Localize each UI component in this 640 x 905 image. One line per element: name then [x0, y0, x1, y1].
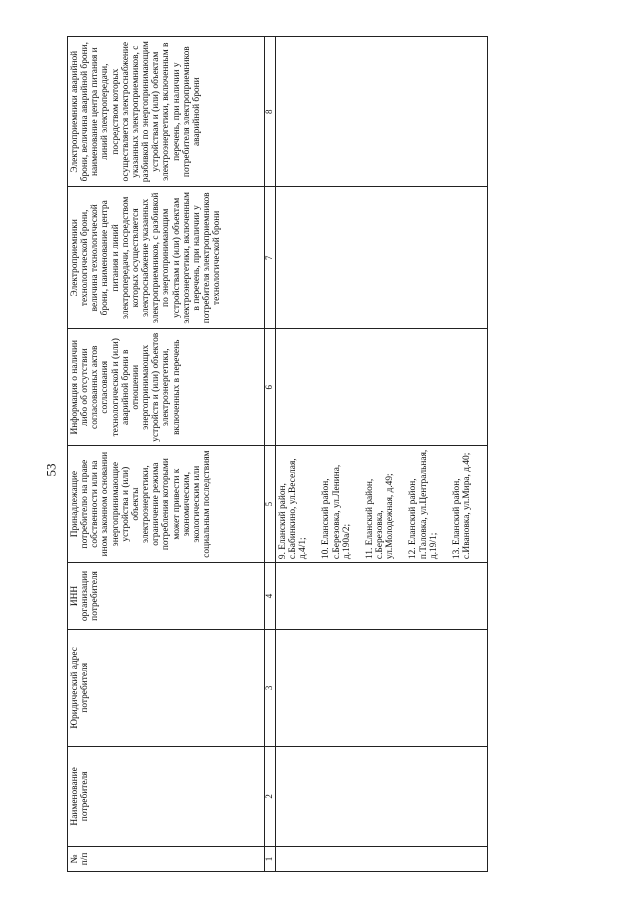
col-number-3: 3 — [265, 629, 276, 746]
header-col-4: ИНН организации потребителя — [68, 563, 265, 630]
body-cell-6 — [276, 329, 488, 446]
address-item: 13. Еланский район, с.Ивановка, ул.Мира, д.40; — [451, 452, 473, 560]
col-number-2: 2 — [265, 746, 276, 846]
col-number-7: 7 — [265, 187, 276, 329]
header-col-8: Электроприемники аварийной брони, величина аварийной брони, наименование центра питания и линий электропередачи, посредством которых осуществляется электроснабжение указанных электроприемников, с разбивкой по энергопринимающим устройствам и (или) объектам электроэнергетики, включенным в перечень, при наличии у потребителя электроприемников аварийной брони — [68, 37, 265, 187]
col-number-5: 5 — [265, 446, 276, 563]
header-col-7: Электроприемники технологической брони, величина технологической брони, наименование центра питания и линий электропередачи, посредством которых осуществляется электроснабжение указанных электроприемников, с разбивкой по энергопринимающим устройствам и (или) объектам электроэнергетики, включенным в перечень, при наличии у потребителя электроприемников технологической брони — [68, 187, 265, 329]
header-col-6: Информация о наличии либо об отсутствии согласованных актов согласования технологической и (или) аварийной брони в отношении энергопринимающих устройств и (или) объектов электроэнергетики, включенных в перечень — [68, 329, 265, 446]
address-item: 9. Еланский район, с.Бабинкино, ул.Веселая, д.4/1; — [278, 458, 309, 560]
body-cell-8 — [276, 37, 488, 187]
body-cell-1 — [276, 846, 488, 871]
column-number-row — [265, 37, 276, 872]
address-item: 10. Еланский район, с.Березовка, ул.Ленина, д.190а/2; — [321, 464, 352, 560]
header-row — [68, 37, 265, 872]
body-cell-7 — [276, 187, 488, 329]
body-cell-2 — [276, 746, 488, 846]
col-number-6: 6 — [265, 329, 276, 446]
body-cell-3 — [276, 629, 488, 746]
header-col-3: Юридический адрес потребителя — [68, 629, 265, 746]
address-item: 12. Еланский район, п.Таловка, ул.Центральная, д.19/1; — [408, 449, 439, 560]
header-col-2: Наименование потребителя — [68, 746, 265, 846]
consumer-table-rotated — [67, 36, 473, 872]
col-number-8: 8 — [265, 37, 276, 187]
header-col-5: Принадлежащие потребителю на праве собственности или на ином законном основании энергопринимающие устройства и (или) объекты электроэнергетики, ограничение режима потребления которыми может привести к экономическим, экологическим или социальным последствиям — [68, 446, 265, 563]
page-number: 53 — [43, 463, 59, 477]
col-number-4: 4 — [265, 563, 276, 630]
col-number-1: 1 — [265, 846, 276, 871]
address-list-cell — [276, 446, 488, 563]
header-col-1: № п/п — [68, 846, 265, 871]
body-cell-4 — [276, 563, 488, 630]
address-item: 11. Еланский район, с.Березовка, ул.Молодежная, д.49; — [364, 473, 396, 560]
consumer-table — [67, 36, 488, 872]
body-row — [276, 37, 488, 872]
